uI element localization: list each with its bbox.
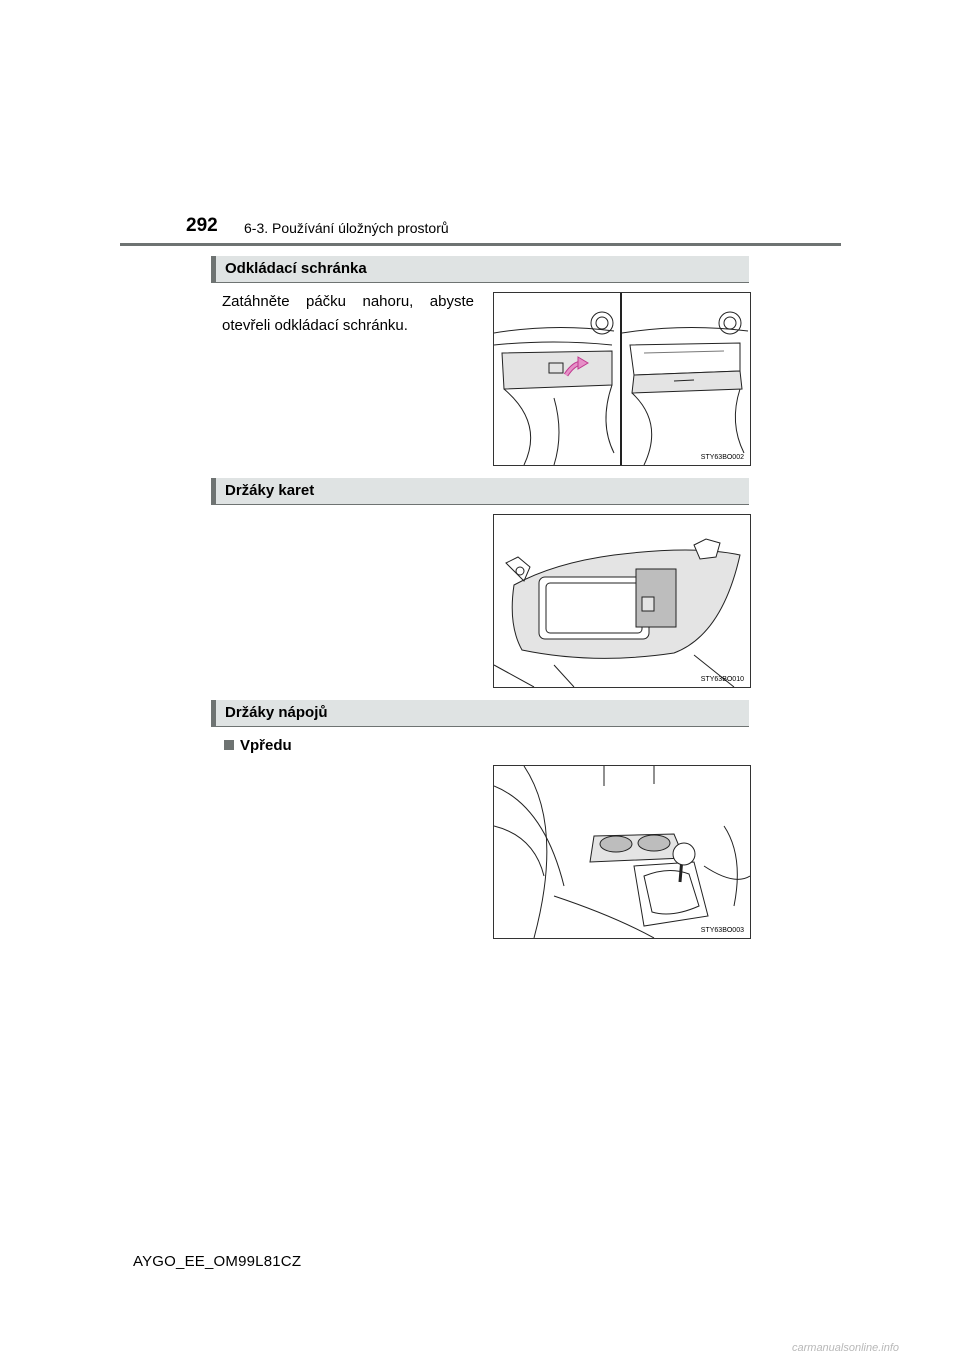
subheading-label: Vpředu: [240, 737, 292, 754]
card-holder-figure: [493, 514, 751, 688]
cup-holder-illustration: [494, 766, 750, 938]
bullet-square-icon: [224, 740, 234, 750]
section-title: Odkládací schránka: [225, 260, 367, 277]
cup-holder-figure: [493, 765, 751, 939]
header-divider: [120, 243, 841, 246]
sun-visor-illustration: [494, 515, 750, 687]
glove-box-illustration: [494, 293, 750, 465]
figure-code: STY63BO002: [700, 454, 744, 461]
section-accent: [211, 478, 216, 504]
watermark: carmanualsonline.info: [792, 1342, 900, 1354]
page-number: 292: [186, 215, 218, 236]
section-heading-cup-holders: [211, 700, 749, 727]
glove-box-instruction: Zatáhněte páčku nahoru, abyste otevřeli odkládací schránku.: [222, 293, 474, 334]
figure-code: STY63BO003: [700, 927, 744, 934]
section-accent: [211, 700, 216, 726]
subheading-front: [224, 737, 292, 754]
section-accent: [211, 256, 216, 282]
figure-code: STY63BO010: [700, 676, 744, 683]
section-title: Držáky nápojů: [225, 704, 328, 721]
section-heading-glove-box: [211, 256, 749, 283]
chapter-title: 6-3. Používání úložných prostorů: [244, 220, 449, 236]
glove-box-figure: [493, 292, 751, 466]
section-title: Držáky karet: [225, 482, 315, 499]
model-code: AYGO_EE_OM99L81CZ: [133, 1253, 302, 1270]
section-heading-card-holders: [211, 478, 749, 505]
